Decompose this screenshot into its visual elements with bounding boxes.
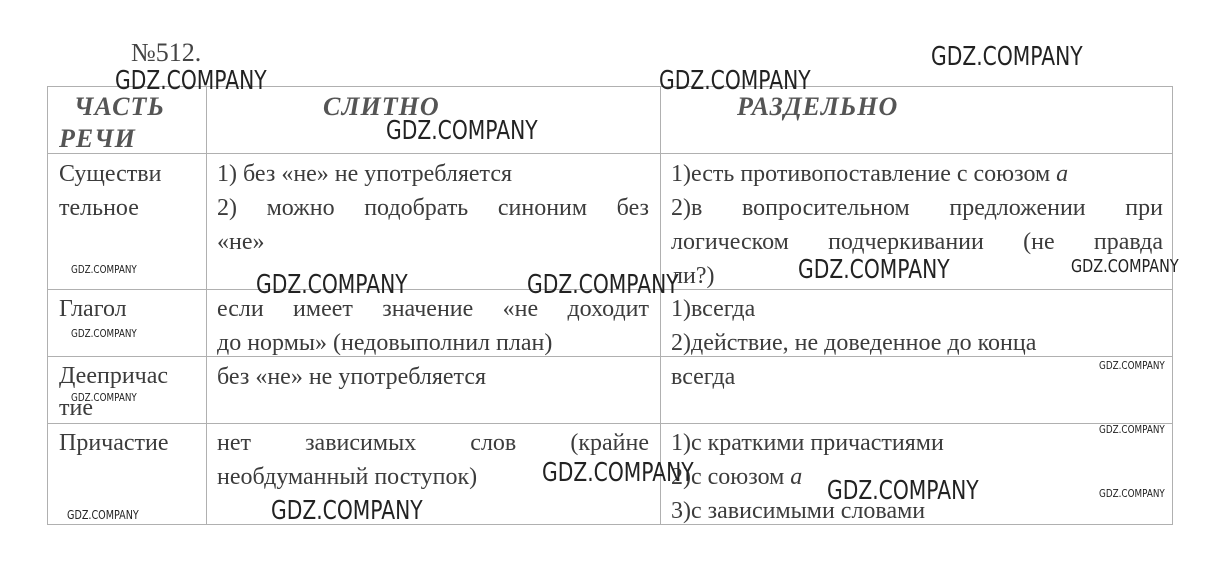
watermark: GDZ.COMPANY	[71, 391, 137, 404]
header-divider	[48, 153, 1172, 154]
row-verb-together: если имеет значение «не доходит до нормы» (недовыполнил план)	[217, 296, 649, 356]
watermark: GDZ.COMPANY	[931, 42, 1083, 72]
watermark: GDZ.COMPANY	[527, 270, 679, 300]
header-part-of-speech: ЧАСТЬ	[74, 92, 165, 121]
row-participle-part: Причастие	[59, 430, 169, 456]
row-participle-together: нет зависимых слов (крайне необдуманный поступок)	[217, 430, 649, 490]
row-verb-separate: 1)всегда 2)действие, не доведенное до конца	[671, 296, 1037, 356]
watermark: GDZ.COMPANY	[827, 476, 979, 506]
watermark: GDZ.COMPANY	[1099, 359, 1165, 372]
row-gerund-together: без «не» не употребляется	[217, 364, 487, 390]
watermark: GDZ.COMPANY	[271, 496, 423, 526]
watermark: GDZ.COMPANY	[71, 263, 137, 276]
watermark: GDZ.COMPANY	[542, 458, 694, 488]
row-gerund-part: Деепричас тие	[59, 363, 169, 421]
row-divider	[48, 423, 1172, 424]
header-together: СЛИТНО	[323, 92, 440, 121]
watermark: GDZ.COMPANY	[659, 66, 811, 96]
watermark: GDZ.COMPANY	[256, 270, 408, 300]
watermark: GDZ.COMPANY	[1099, 487, 1165, 500]
watermark: GDZ.COMPANY	[386, 116, 538, 146]
header-part-of-speech-2: РЕЧИ	[59, 124, 136, 153]
row-noun-part: Существи тельное	[59, 161, 162, 221]
watermark: GDZ.COMPANY	[1099, 423, 1165, 436]
row-noun-separate: 1)есть противопоставление с союзом а 2)в вопросительном предложении при логическом подчеркивании (не правда ли?)	[671, 161, 1163, 289]
column-divider	[206, 87, 207, 524]
task-number: №512.	[131, 38, 202, 67]
row-participle-separate: 1)с краткими причастиями 2)с союзом а 3)с зависимыми словами	[671, 430, 944, 524]
row-noun-together: 1) без «не» не употребляется 2) можно подобрать синоним без «не»	[217, 161, 649, 255]
watermark: GDZ.COMPANY	[798, 255, 950, 285]
row-gerund-separate: всегда	[671, 364, 736, 390]
row-verb-part: Глагол	[59, 296, 127, 322]
watermark: GDZ.COMPANY	[1071, 256, 1179, 277]
watermark: GDZ.COMPANY	[115, 66, 267, 96]
header-separate: РАЗДЕЛЬНО	[737, 92, 899, 121]
watermark: GDZ.COMPANY	[67, 508, 139, 522]
watermark: GDZ.COMPANY	[71, 327, 137, 340]
